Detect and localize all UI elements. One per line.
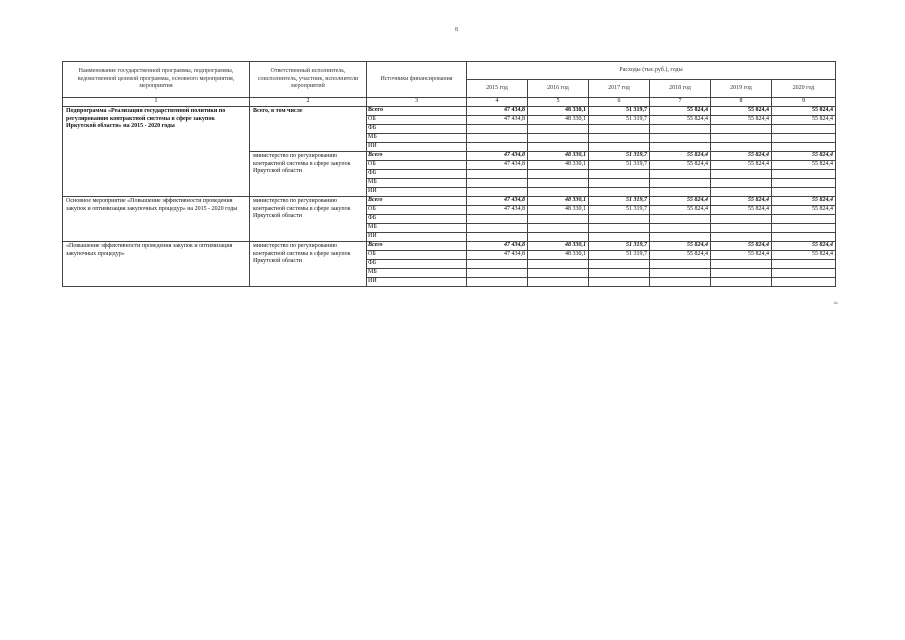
amount-cell: 51 319,7	[589, 106, 650, 115]
amount-cell	[467, 133, 528, 142]
amount-cell	[467, 124, 528, 133]
header-year: 2016 год	[528, 80, 589, 98]
amount-cell	[772, 142, 836, 151]
amount-cell	[772, 169, 836, 178]
funding-source-cell: ФБ	[367, 124, 467, 133]
amount-cell: 55 824,4	[650, 115, 711, 124]
amount-cell: 55 824,4	[772, 250, 836, 259]
amount-cell	[711, 187, 772, 196]
header-year: 2020 год	[772, 80, 836, 98]
amount-cell	[650, 187, 711, 196]
amount-cell	[772, 187, 836, 196]
amount-cell	[467, 142, 528, 151]
amount-cell: 55 824,4	[650, 250, 711, 259]
amount-cell: 55 824,4	[772, 151, 836, 160]
amount-cell	[589, 223, 650, 232]
amount-cell: 55 824,4	[650, 151, 711, 160]
amount-cell	[467, 178, 528, 187]
funding-source-cell: ОБ	[367, 115, 467, 124]
executor-cell: министерство по регулированию контрактной системы в сфере закупок Иркутской области	[250, 196, 367, 241]
program-name-cell: «Повышение эффективности проведения закупок и оптимизация закупочных процедур»	[63, 241, 250, 286]
amount-cell	[772, 268, 836, 277]
amount-cell: 55 824,4	[711, 106, 772, 115]
amount-cell	[772, 178, 836, 187]
header-name-column: Наименование государственной программы, подпрограммы, ведомственной целевой программы, основного мероприятия, мероприятия	[63, 62, 250, 98]
amount-cell	[650, 223, 711, 232]
funding-source-cell: Всего	[367, 241, 467, 250]
financing-table	[62, 61, 836, 287]
amount-cell	[772, 223, 836, 232]
amount-cell	[711, 124, 772, 133]
amount-cell	[528, 232, 589, 241]
amount-cell	[467, 277, 528, 286]
amount-cell: 47 434,8	[467, 106, 528, 115]
amount-cell: 48 330,1	[528, 250, 589, 259]
amount-cell	[589, 133, 650, 142]
header-year: 2015 год	[467, 80, 528, 98]
header-index-row	[63, 98, 836, 107]
amount-cell	[650, 124, 711, 133]
amount-cell	[711, 223, 772, 232]
amount-cell: 55 824,4	[650, 106, 711, 115]
amount-cell	[467, 268, 528, 277]
amount-cell	[711, 268, 772, 277]
amount-cell	[528, 178, 589, 187]
funding-source-cell: ОБ	[367, 205, 467, 214]
column-index: 2	[250, 98, 367, 107]
amount-cell: 47 434,8	[467, 151, 528, 160]
funding-source-cell: МБ	[367, 133, 467, 142]
amount-cell: 48 330,1	[528, 151, 589, 160]
executor-cell: министерство по регулированию контрактной системы в сфере закупок Иркутской области	[250, 151, 367, 196]
amount-cell	[711, 169, 772, 178]
amount-cell	[589, 187, 650, 196]
program-name-cell: Основное мероприятие «Повышение эффективности проведения закупок и оптимизация закупочных процедур» на 2015 - 2020 годы	[63, 196, 250, 241]
amount-cell	[772, 277, 836, 286]
amount-cell: 48 330,1	[528, 115, 589, 124]
amount-cell	[528, 187, 589, 196]
amount-cell: 47 434,8	[467, 160, 528, 169]
column-index: 8	[711, 98, 772, 107]
column-index: 1	[63, 98, 250, 107]
column-index: 6	[589, 98, 650, 107]
funding-source-cell: ФБ	[367, 214, 467, 223]
amount-cell	[711, 232, 772, 241]
amount-cell: 55 824,4	[772, 241, 836, 250]
column-index: 3	[367, 98, 467, 107]
amount-cell: 55 824,4	[772, 205, 836, 214]
amount-cell: 47 434,8	[467, 250, 528, 259]
header-year: 2019 год	[711, 80, 772, 98]
funding-source-cell: ОБ	[367, 250, 467, 259]
amount-cell: 51 319,7	[589, 151, 650, 160]
amount-cell	[589, 124, 650, 133]
executor-cell: Всего, в том числе	[250, 106, 367, 151]
amount-cell	[650, 214, 711, 223]
table-body	[63, 106, 836, 286]
amount-cell: 47 434,8	[467, 205, 528, 214]
amount-cell: 55 824,4	[711, 250, 772, 259]
column-index: 4	[467, 98, 528, 107]
closing-quote-mark: ».	[834, 300, 839, 306]
funding-source-cell: ФБ	[367, 259, 467, 268]
header-year: 2017 год	[589, 80, 650, 98]
amount-cell: 48 330,1	[528, 160, 589, 169]
amount-cell: 51 319,7	[589, 250, 650, 259]
amount-cell	[528, 259, 589, 268]
page-number: 8	[455, 27, 458, 33]
amount-cell: 51 319,7	[589, 160, 650, 169]
amount-cell: 55 824,4	[772, 196, 836, 205]
amount-cell	[589, 259, 650, 268]
executor-cell: министерство по регулированию контрактной системы в сфере закупок Иркутской области	[250, 241, 367, 286]
amount-cell: 55 824,4	[650, 205, 711, 214]
amount-cell: 55 824,4	[650, 160, 711, 169]
amount-cell: 55 824,4	[772, 160, 836, 169]
amount-cell: 47 434,8	[467, 196, 528, 205]
amount-cell: 55 824,4	[711, 151, 772, 160]
header-executor-column: Ответственный исполнитель, соисполнитель, участник, исполнители мероприятий	[250, 62, 367, 98]
amount-cell: 51 319,7	[589, 196, 650, 205]
amount-cell: 48 330,1	[528, 205, 589, 214]
amount-cell	[528, 169, 589, 178]
amount-cell	[650, 142, 711, 151]
amount-cell	[528, 223, 589, 232]
header-year: 2018 год	[650, 80, 711, 98]
amount-cell: 55 824,4	[650, 241, 711, 250]
amount-cell: 55 824,4	[772, 106, 836, 115]
amount-cell: 55 824,4	[711, 115, 772, 124]
amount-cell: 55 824,4	[711, 196, 772, 205]
amount-cell	[650, 232, 711, 241]
amount-cell	[650, 268, 711, 277]
table-row	[63, 241, 836, 250]
amount-cell: 51 319,7	[589, 115, 650, 124]
amount-cell: 55 824,4	[711, 205, 772, 214]
funding-source-cell: ИИ	[367, 142, 467, 151]
funding-source-cell: Всего	[367, 151, 467, 160]
column-index: 5	[528, 98, 589, 107]
amount-cell: 48 330,1	[528, 106, 589, 115]
amount-cell	[772, 259, 836, 268]
amount-cell	[589, 142, 650, 151]
table-row	[63, 106, 836, 115]
amount-cell: 48 330,1	[528, 196, 589, 205]
amount-cell	[467, 223, 528, 232]
program-name-cell: Подпрограмма «Реализация государственной политики по регулированию контрактной системы в сфере закупок Иркутской области» на 2015 - 2020 годы	[63, 106, 250, 196]
table-row	[63, 196, 836, 205]
amount-cell	[528, 133, 589, 142]
funding-source-cell: ИИ	[367, 277, 467, 286]
amount-cell	[772, 214, 836, 223]
amount-cell	[711, 214, 772, 223]
amount-cell: 51 319,7	[589, 205, 650, 214]
amount-cell	[528, 268, 589, 277]
amount-cell	[650, 277, 711, 286]
amount-cell	[589, 169, 650, 178]
amount-cell: 47 434,8	[467, 241, 528, 250]
amount-cell	[467, 187, 528, 196]
amount-cell: 55 824,4	[772, 115, 836, 124]
amount-cell	[467, 259, 528, 268]
funding-source-cell: ФБ	[367, 169, 467, 178]
amount-cell	[589, 232, 650, 241]
column-index: 7	[650, 98, 711, 107]
amount-cell	[528, 142, 589, 151]
funding-source-cell: ОБ	[367, 160, 467, 169]
amount-cell	[528, 124, 589, 133]
amount-cell: 55 824,4	[711, 241, 772, 250]
amount-cell	[650, 169, 711, 178]
amount-cell	[528, 277, 589, 286]
amount-cell	[650, 133, 711, 142]
amount-cell	[772, 133, 836, 142]
funding-source-cell: МБ	[367, 223, 467, 232]
amount-cell: 55 824,4	[650, 196, 711, 205]
amount-cell	[711, 133, 772, 142]
amount-cell	[589, 277, 650, 286]
amount-cell	[528, 214, 589, 223]
amount-cell	[467, 232, 528, 241]
amount-cell	[711, 259, 772, 268]
amount-cell	[772, 232, 836, 241]
funding-source-cell: ИИ	[367, 187, 467, 196]
amount-cell	[711, 178, 772, 187]
amount-cell	[711, 277, 772, 286]
amount-cell	[589, 268, 650, 277]
amount-cell	[650, 259, 711, 268]
amount-cell	[589, 178, 650, 187]
amount-cell	[589, 214, 650, 223]
amount-cell	[650, 178, 711, 187]
funding-source-cell: Всего	[367, 106, 467, 115]
amount-cell	[772, 124, 836, 133]
header-source-column: Источники финансирования	[367, 62, 467, 98]
column-index: 9	[772, 98, 836, 107]
amount-cell: 47 434,8	[467, 115, 528, 124]
amount-cell: 48 330,1	[528, 241, 589, 250]
funding-source-cell: Всего	[367, 196, 467, 205]
header-expenses: Расходы (тыс.руб.), годы	[467, 62, 836, 80]
amount-cell: 51 319,7	[589, 241, 650, 250]
amount-cell	[467, 169, 528, 178]
funding-source-cell: МБ	[367, 268, 467, 277]
amount-cell	[711, 142, 772, 151]
funding-source-cell: МБ	[367, 178, 467, 187]
funding-source-cell: ИИ	[367, 232, 467, 241]
amount-cell: 55 824,4	[711, 160, 772, 169]
amount-cell	[467, 214, 528, 223]
